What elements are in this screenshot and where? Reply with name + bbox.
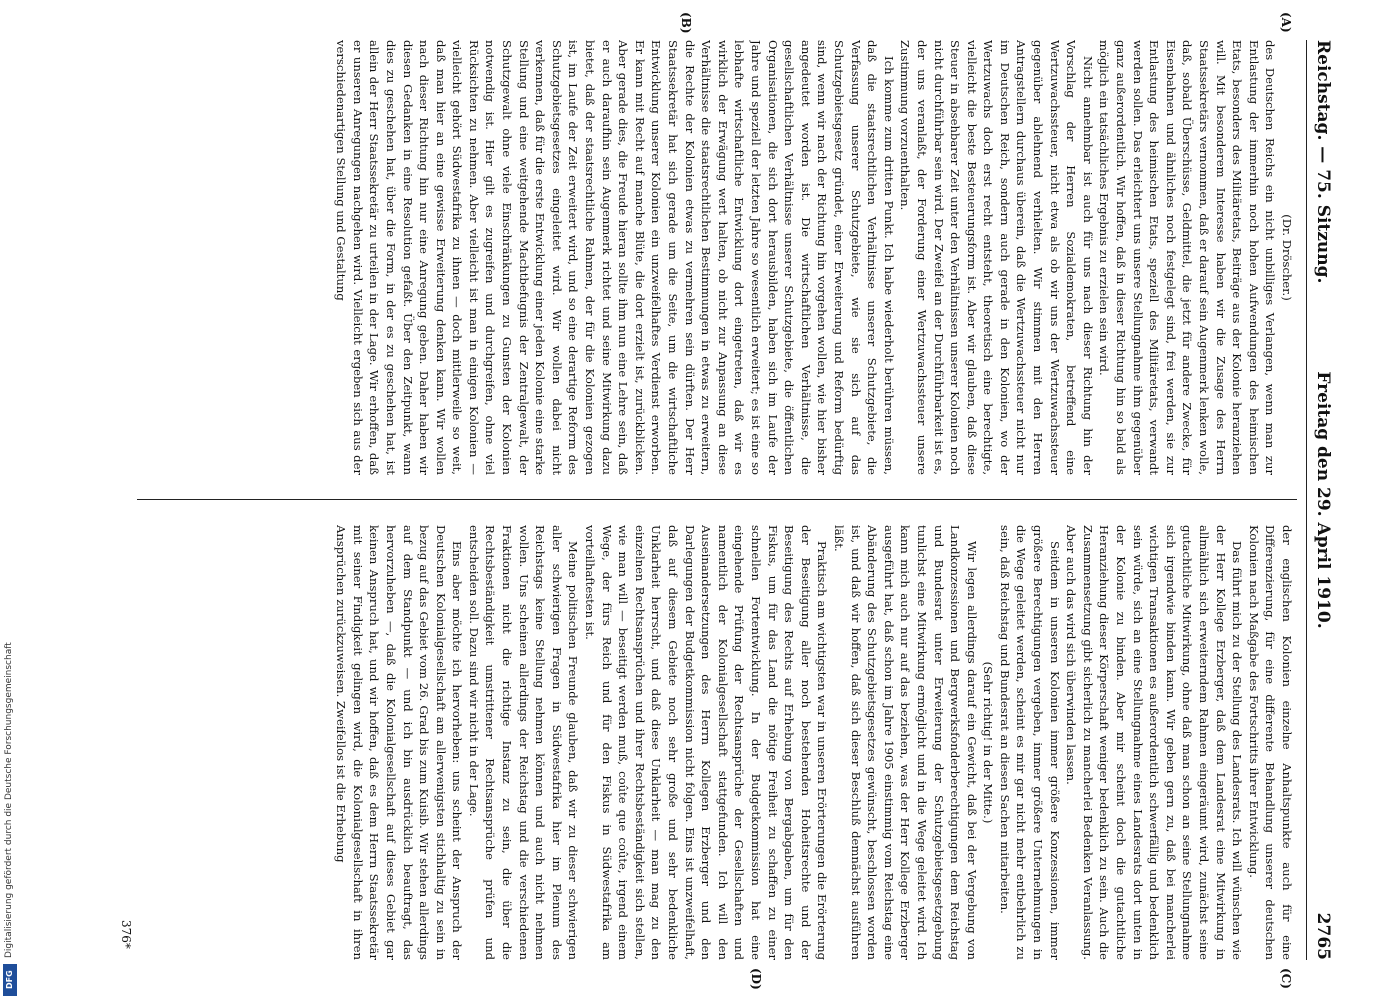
paragraph: Wir legen allerdings darauf ein Gewicht, daß bei der Vergebung von Landkonzessionen und Bergwerksfonderberechtigungen dem Reichstag und Bundesrat unter Erweiterung der Schutzgebietsgesetzgebung tunlichst eine Mitwirkung ermöglicht und in die Wege geleitet wird. Ich kann mich auch nur auf das beziehen, was der Herr Kollege Erzberger ausgeführt hat, daß schon im Jahre 1905 einstimmig vom Reichstag eine Abänderung des Schutzgebietsgesetzes gewünscht, beschlossen worden ist, und daß wir hoffen, daß sich dieser Beschluß demnächst ausführen läßt. — [831, 525, 979, 960]
header-session: Reichstag. — 75. Sitzung. — [1313, 40, 1333, 284]
right-column — [140, 525, 1295, 960]
speaker-label: (Dr. Dröscher.) — [1280, 214, 1294, 301]
sheet-signature: 376* — [119, 920, 133, 949]
paragraph: Meine politischen Freunde glauben, daß wir zu dieser schwierigen aller schwierigen Fragen in Südwestafrika hier im Plenum des Reichstags keine Stellung nehmen können und auch nicht nehmen wollen. Uns scheinen allerdings der Reichstag und die verschiedenen Fraktionen nicht die richtige Instanz zu sein, die über die Rechtsbeständigkeit umstrittener Rechtsansprüche prüfen und entscheiden soll. Dazu sind wir nicht in der Lage. — [466, 525, 581, 960]
paragraph: Praktisch am wichtigsten war in unseren Erörterungen die Erörterung der Beseitigung aller noch bestehenden Hoheitsrechte und der Beseitigung des Rechts auf Erhebung von Bergabgaben, um für den Fiskus, um für das Land die nötige Freiheit zu schaffen zu einer schnellen Fortentwicklung. In der Budgetkommission hat eine eingehende Prüfung der Rechtsansprüche der Gesellschaften und namentlich der Kolonialgesellschaft stattgefunden. Ich will den Auseinandersetzungen des Herrn Kollegen Erzberger und den Darlegungen der Budgetkommission nicht folgen. Eins ist unzweifelhaft, daß auf diesem Gebiete noch sehr große und sehr bedenkliche Unklarheit herrscht, und daß diese Unklarheit — man mag zu den einzelnen Rechtsansprüchen und ihrer Rechtsbeständigkeit sich stellen, wie man will — beseitigt werden muß, coûte que coûte, irgend einem Wege, der fürs Reich und für den Fiskus in Südwestafrika am vorteilhaftesten ist. — [583, 525, 830, 960]
margin-marker-c: (C) — [1279, 968, 1293, 989]
margin-marker-b: (B) — [679, 12, 693, 34]
paragraph: Ich komme zum dritten Punkt. Ich habe wiederholt berühren müssen, daß die staatsrechtlichen Verhältnisse unserer Schutzgebiete, die Verfassung unserer Schutzgebiete, wie sie sich auf das Schutzgebietsgesetz gründet, einer Erweiterung und Reform bedürftig sind, wenn wir nach der Richtung hin vorgehen wollen, wie hier bisher angedeutet worden ist. Die wirtschaftlichen Verhältnisse, die gesellschaftlichen Verhältnisse unserer Schutzgebiete, die öffentlichen Organisationen, die sich dort herausbilden, haben sich im Laufe der Jahre und speziell der letzten Jahre so wesentlich erweitert; es ist eine so lebhafte wirtschaftliche Entwicklung dort eingetreten, daß wir es wirklich der Erwägung wert halten, ob nicht zur Anpassung an diese Verhältnisse die staatsrechtlichen Bestimmungen in etwas zu erweitern, die Rechte der Kolonien etwas zu vermehren sein dürften. Der Herr Staatssekretär hat sich gerade um die Seite, um die wirtschaftliche Entwicklung unserer Kolonien ein unzweifelhaftes Verdienst erworben. Er kann mit Recht auf manche Blüte, die dort erzielt ist, zurückblicken. Aber gerade dies, die Freude hieran sollte ihm nun eine Lehre sein, daß er auch daraufhin sein Augenmerk richtet und seine Mitwirkung dazu bietet, daß der staatsrechtliche Rahmen, der für die Kolonien gezogen ist, im Laufe der Zeit erweitert wird, und so eine derartige Reform des Schutzgebietsgesetzes eingeleitet wird. Wir wollen dabei nicht verkennen, daß für die erste Entwicklung einer jeden Kolonie eine starke Stellung und eine weitgehende Machtbefugnis der Zentralgewalt, der Schutzgewalt ohne viele Einschränkungen zu Gunsten der Kolonien notwendig ist. Hier gilt es zugreifen und durchgreifen, ohne viel Rücksichten zu nehmen. Aber vielleicht ist man in einigen Kolonien — vielleicht gehört Südwestafrika zu ihnen — doch mittlerweile so weit, daß man hier an eine gewisse Erweiterung denken kann. Wir wollen nach dieser Richtung hin nur eine Anregung geben. Daher haben wir diesen Gedanken in eine Resolution gefaßt. Über den Zeitpunkt, wann dies zu geschehen hat, über die Form, in der es zu geschehen hat, ist allein der Herr Staatssekretär zu urteilen in der Lage. Wir erhoffen, daß er unseren Anregungen nachgehen wird. Vielleicht ergeben sich aus der verschiedenartigen Stellung und Gestaltung — [334, 40, 896, 475]
column-divider — [137, 499, 1297, 500]
page-number: 2765 — [1313, 912, 1333, 960]
page-header — [1306, 40, 1337, 960]
paragraph: der englischen Kolonien einzelne Anhaltspunkte auch für eine Differenzierung, für eine differente Behandlung unserer deutschen Kolonien nach Maßgabe des Fortschritts ihrer Entwicklung. — [1246, 525, 1294, 960]
header-date: Freitag den 29. April 1910. — [1313, 371, 1333, 629]
credit-text: Digitalisierung gefördert durch die Deutsche Forschungsgemeinschaft — [4, 642, 14, 958]
interjection: (Sehr richtig! in der Mitte.) — [981, 661, 996, 824]
margin-marker-d: (D) — [749, 968, 763, 990]
left-column — [140, 40, 1295, 475]
margin-marker-a: (A) — [1279, 12, 1293, 33]
paragraph: des Deutschen Reichs ein nicht unbilliges Verlangen, wenn man zur Entlastung der immerhin noch hohen Aufwendungen des heimischen Etats, besonders des Militäretats, Beiträge aus der Kolonie heranziehen will. Mit besonderem Interesse haben wir die Zusage des Herrn Staatssekretärs vernommen, daß er darauf sein Augenmerk lenken wolle, daß, sobald Überschüsse, Geldmittel, die jetzt für andere Zwecke, für Eisenbahnen und ähnliches noch festgelegt sind, frei werden, sie zur Entlastung des heimischen Etats, speziell des Militäretats, verwandt werden sollen. Das erleichtert uns unsere Stellungnahme ihm gegenüber ganz außerordentlich. Wir hoffen, daß in dieser Richtung hin so bald als möglich ein tatsächliches Ergebnis zu erzielen sein wird. — [1097, 40, 1278, 475]
paragraph: Nicht annehmbar ist auch für uns nach dieser Richtung hin der Vorschlag der Herren Sozialdemokraten, betreffend eine Wertzuwachssteuer, nicht etwa als ob wir uns der Wertzuwachssteuer gegenüber ablehnend verhielten. Wir stimmen mit den Herren Antragstellern durchaus überein, daß die Wertzuwachssteuer nicht nur im Deutschen Reich, sondern auch gerade in den Kolonien, wo der Wertzuwachs doch erst recht entsteht, theoretisch eine berechtigte, vielleicht die beste Besteuerungsform ist. Aber wir glauben, daß diese Steuer in absehbarer Zeit unter den Verhältnissen unserer Kolonien noch nicht durchführbar sein wird. Der Zweifel an der Durchführbarkeit ist es, der uns veranlaßt, der Forderung einer Wertzuwachssteuer unsere Zustimmung vorzuenthalten. — [898, 40, 1095, 475]
paragraph: Eins aber möchte ich hervorheben: uns scheint der Anspruch der Deutschen Kolonialgesellschaft am allerwenigsten stichhaltig zu sein in bezug auf das Gebiet vom 26. Grad bis zum Kuisib. Wir stehen allerdings auf dem Standpunkt — und ich bin ausdrücklich beauftragt, das hervorzuheben —, daß die Kolonialgesellschaft auf dieses Gebiet gar keinen Anspruch hat, und wir hoffen, daß es dem Herrn Staatssekretär mit seiner Findigkeit gelingen wird, die Kolonialgesellschaft in ihren Ansprüchen zurückzuweisen. Zweifellos ist die Erhebung — [334, 525, 465, 960]
paragraph: Seitdem in unseren Kolonien immer größere Konzessionen, immer größere Berechtigungen vergeben, immer größere Unternehmungen in die Wege geleitet werden, scheint es mir gar nicht mehr entbehrlich zu sein, daß Reichstag und Bundesrat an diesen Sachen mitarbeiten. — [997, 525, 1062, 960]
paragraph: Das führt mich zu der Stellung des Landesrats. Ich will wünschen wie der Herr Kollege Erzberger, daß dem Landesrat eine Mitwirkung in allmählich sich erweiterndem Rahmen eingeräumt wird, zunächst seine gutachtliche Mitwirkung, ohne daß man schon an seine Stellungnahme sich irgendwie binden kann. Wir geben gern zu, daß bei mancherlei wichtigen Transaktionen es außerordentlich schwerfällig und bedenklich sein würde, sich an eine Stellungnahme eines Landesrats dort unten in der Kolonie zu binden. Aber mir scheint doch die gutachtliche Heranziehung dieser Körperschaft weniger bedenklich zu sein. Auch die Zusammensetzung gibt sicherlich zu mancherlei Bedenken Veranlassung. Aber auch das wird sich überwinden lassen. — [1064, 525, 1245, 960]
digitization-credit — [2, 3, 18, 998]
dfg-logo-icon: DFG — [3, 964, 17, 996]
